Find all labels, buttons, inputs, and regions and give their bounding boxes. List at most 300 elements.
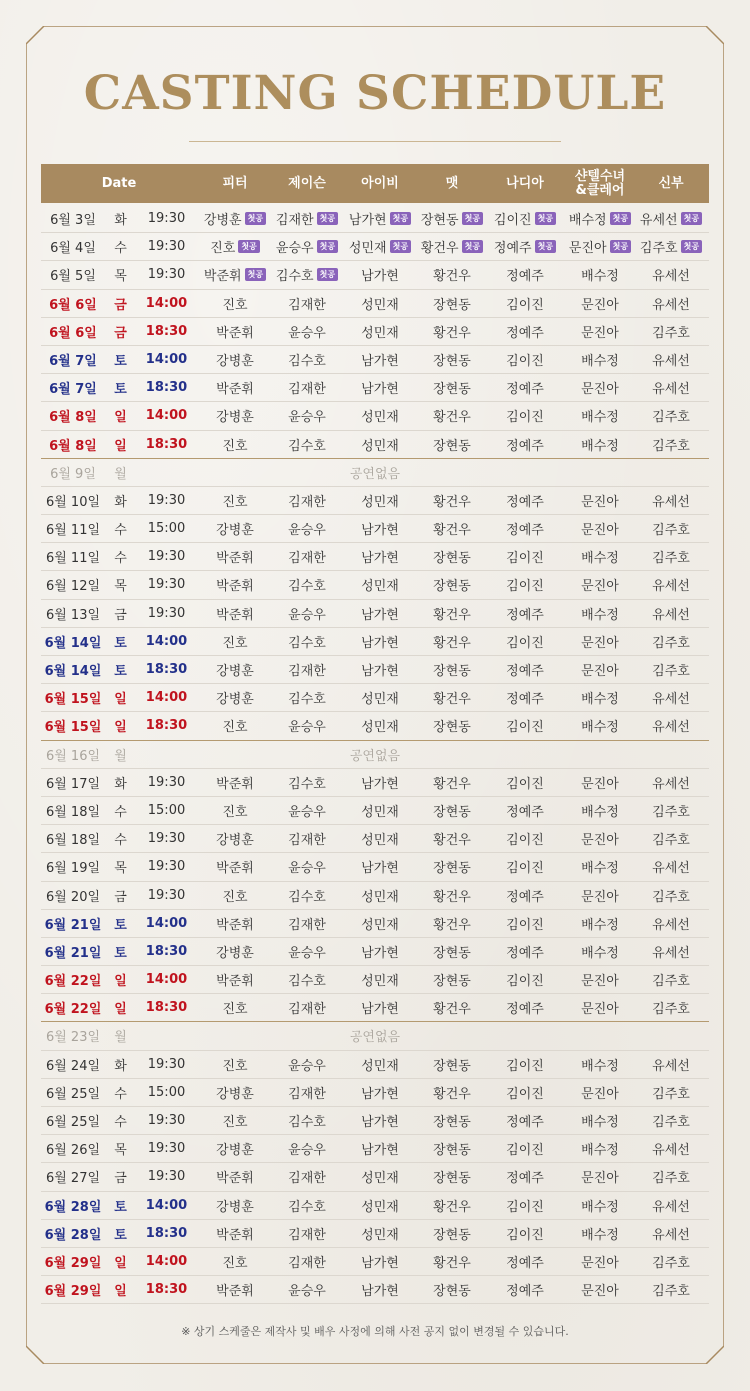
row-date: 6월 21일	[44, 945, 102, 961]
cast-name: 남가현	[361, 523, 399, 539]
cast-name: 김수호	[288, 776, 326, 792]
cast-name: 김주호	[652, 635, 690, 651]
row-date: 6월 22일	[44, 1002, 102, 1018]
cast-cell	[202, 1135, 268, 1162]
table-row	[41, 571, 709, 599]
cast-cell	[202, 966, 268, 993]
table-row	[41, 1107, 709, 1135]
cast-cell	[274, 628, 340, 655]
row-date: 6월 29일	[44, 1284, 102, 1300]
cast-cell	[274, 543, 340, 570]
cast-cell	[638, 966, 704, 993]
row-day: 화	[114, 1058, 127, 1074]
cast-name: 김수호	[288, 438, 326, 454]
cast-cell	[347, 1220, 413, 1247]
cast-name: 황건우	[433, 325, 471, 341]
cast-cell	[562, 233, 638, 260]
cast-cell	[492, 1135, 558, 1162]
cast-name: 김재한	[288, 494, 326, 510]
cast-name: 배수정	[581, 917, 619, 933]
cast-cell	[638, 1248, 704, 1275]
cast-cell	[274, 205, 340, 232]
cast-name: 유세선	[652, 720, 690, 736]
cast-cell	[419, 853, 485, 880]
cast-cell	[492, 853, 558, 880]
cast-cell	[562, 994, 638, 1021]
cast-name: 박준휘	[216, 551, 254, 567]
cast-name: 강병훈	[216, 833, 254, 849]
cast-name: 김주호	[652, 889, 690, 905]
cast-name: 남가현	[361, 551, 399, 567]
cast-cell	[562, 402, 638, 429]
cast-name: 김이진	[506, 861, 544, 877]
cast-name: 김이진	[506, 1227, 544, 1243]
cast-cell	[492, 261, 558, 288]
cast-cell	[562, 1276, 638, 1303]
cast-cell	[562, 853, 638, 880]
cast-name: 정예주	[506, 1002, 544, 1018]
row-date: 6월 15일	[44, 692, 102, 708]
table-row	[41, 402, 709, 430]
header-matt: 맷	[445, 175, 459, 191]
cast-cell	[492, 205, 558, 232]
cast-name: 유세선	[652, 917, 690, 933]
row-day: 일	[114, 974, 127, 990]
cast-name: 진호	[222, 494, 248, 510]
cast-name: 문진아	[581, 1002, 619, 1018]
cast-cell	[274, 1248, 340, 1275]
cast-name: 성민재	[361, 1171, 399, 1187]
cast-cell	[638, 1079, 704, 1106]
row-date: 6월 24일	[45, 1058, 101, 1074]
cast-cell	[492, 402, 558, 429]
no-show-label: 공연없음	[349, 466, 401, 482]
cast-cell	[492, 656, 558, 683]
cast-name: 정예주	[506, 607, 544, 623]
cast-cell	[347, 769, 413, 796]
cast-name: 정예주	[506, 269, 544, 285]
cast-cell	[274, 684, 340, 711]
cast-name: 유세선	[652, 776, 690, 792]
row-date: 6월 28일	[44, 1199, 102, 1215]
row-date: 6월 28일	[44, 1227, 102, 1243]
cast-name: 김이진	[493, 213, 532, 228]
cast-cell	[202, 205, 268, 232]
row-date: 6월 3일	[50, 213, 96, 228]
cast-cell	[562, 1220, 638, 1247]
row-day: 금	[114, 325, 127, 341]
cast-name: 남가현	[361, 1284, 399, 1300]
cast-name: 김재한	[288, 1002, 326, 1018]
row-day: 일	[114, 410, 127, 426]
cast-name: 정예주	[506, 889, 544, 905]
cast-name: 황건우	[420, 241, 459, 257]
cast-name: 배수정	[581, 1115, 619, 1130]
cast-name: 김이진	[506, 974, 544, 990]
cast-name: 문진아	[581, 889, 619, 905]
row-time: 18:30	[145, 1000, 188, 1016]
cast-name: 장현동	[433, 438, 471, 454]
cast-name: 박준휘	[216, 1171, 254, 1187]
cast-cell	[562, 882, 638, 909]
cast-cell	[274, 853, 340, 880]
cast-name: 강병훈	[216, 353, 254, 369]
cast-name: 문진아	[581, 974, 619, 990]
row-day: 수	[114, 804, 127, 820]
cast-name: 남가현	[361, 607, 399, 623]
cast-cell	[202, 402, 268, 429]
cast-cell	[274, 600, 340, 627]
cast-cell	[202, 571, 268, 598]
row-time: 14:00	[145, 295, 188, 311]
row-time: 14:00	[145, 351, 188, 367]
cast-cell	[419, 543, 485, 570]
cast-name: 황건우	[433, 889, 471, 905]
row-date: 6월 7일	[49, 353, 97, 369]
row-time: 18:30	[145, 718, 188, 734]
title-divider	[189, 141, 561, 142]
cast-name: 성민재	[361, 692, 399, 708]
cast-cell	[419, 1220, 485, 1247]
row-day: 수	[114, 523, 127, 539]
cast-cell	[274, 374, 340, 401]
row-date: 6월 22일	[44, 974, 102, 990]
cast-name: 윤승우	[288, 607, 326, 623]
cast-name: 김주호	[639, 241, 678, 257]
header-sister-line2: &클레어	[575, 182, 625, 198]
footnote: ※ 상기 스케줄은 제작사 및 배우 사정에 의해 사전 공지 없이 변경될 수 있습니다.	[181, 1325, 569, 1338]
table-row	[41, 1276, 709, 1304]
cast-name: 윤승우	[288, 861, 326, 877]
cast-cell	[638, 600, 704, 627]
row-time: 19:30	[147, 774, 186, 790]
row-time: 15:00	[147, 802, 186, 818]
cast-name: 장현동	[433, 1115, 471, 1130]
cast-name: 남가현	[348, 213, 387, 228]
cast-name: 유세선	[652, 861, 690, 877]
cast-cell	[562, 318, 638, 345]
row-day: 토	[114, 353, 127, 369]
cast-cell	[202, 684, 268, 711]
cast-name: 문진아	[581, 523, 619, 539]
cast-cell	[202, 233, 268, 260]
row-time: 19:30	[147, 267, 186, 283]
row-time: 18:30	[145, 1225, 188, 1241]
cast-name: 유세선	[652, 382, 690, 398]
cast-cell	[274, 233, 340, 260]
cast-cell	[202, 1163, 268, 1190]
cast-name: 김재한	[288, 833, 326, 849]
row-day: 토	[114, 382, 127, 398]
cast-name: 문진아	[581, 1086, 619, 1102]
row-time: 14:00	[145, 1253, 188, 1269]
cast-name: 정예주	[506, 1171, 544, 1187]
cast-cell	[347, 628, 413, 655]
cast-cell	[638, 543, 704, 570]
cast-cell	[202, 515, 268, 542]
cast-cell	[347, 825, 413, 852]
cast-cell	[274, 402, 340, 429]
row-time: 18:30	[145, 380, 188, 396]
cast-cell	[562, 684, 638, 711]
cast-cell	[347, 543, 413, 570]
cast-name: 김주호	[652, 804, 690, 820]
cast-cell	[562, 825, 638, 852]
cast-name: 성민재	[361, 833, 399, 849]
cast-name: 장현동	[433, 1058, 471, 1074]
row-date: 6월 6일	[49, 297, 97, 313]
cast-name: 정예주	[506, 325, 544, 341]
cast-name: 박준휘	[216, 861, 254, 877]
cast-name: 김재한	[288, 382, 326, 398]
schedule-table	[41, 205, 709, 1304]
cast-name: 박준휘	[216, 776, 254, 792]
row-time: 19:30	[147, 859, 186, 875]
cast-cell	[274, 882, 340, 909]
cast-name: 정예주	[506, 804, 544, 820]
first-show-badge: 첫공	[390, 212, 411, 225]
cast-name: 남가현	[361, 382, 399, 398]
cast-name: 윤승우	[288, 945, 326, 961]
cast-cell	[347, 797, 413, 824]
cast-name: 성민재	[361, 1227, 399, 1243]
cast-cell	[347, 938, 413, 965]
cast-cell	[347, 656, 413, 683]
row-date: 6월 8일	[49, 410, 97, 426]
row-time: 15:00	[147, 1084, 186, 1100]
cast-name: 남가현	[361, 353, 399, 369]
cast-name: 성민재	[361, 889, 399, 905]
cast-cell	[419, 431, 485, 458]
row-day: 일	[114, 1284, 127, 1300]
cast-name: 황건우	[433, 410, 471, 426]
row-date: 6월 4일	[50, 241, 96, 257]
cast-name: 배수정	[581, 551, 619, 567]
cast-cell	[562, 571, 638, 598]
cast-cell	[202, 910, 268, 937]
cast-cell	[638, 1276, 704, 1303]
cast-name: 황건우	[433, 523, 471, 539]
cast-cell	[274, 261, 340, 288]
table-row	[41, 628, 709, 656]
cast-cell	[202, 543, 268, 570]
cast-name: 김재한	[288, 917, 326, 933]
cast-cell	[638, 712, 704, 739]
cast-name: 윤승우	[288, 523, 326, 539]
cast-cell	[492, 994, 558, 1021]
cast-name: 유세선	[652, 494, 690, 510]
cast-name: 김재한	[288, 664, 326, 679]
cast-name: 배수정	[581, 692, 619, 708]
cast-cell	[274, 318, 340, 345]
cast-name: 성민재	[361, 410, 399, 426]
cast-name: 김주호	[652, 523, 690, 539]
no-show-label: 공연없음	[349, 748, 401, 764]
table-row	[41, 1192, 709, 1220]
row-day: 목	[114, 861, 127, 877]
cast-name: 진호	[222, 1002, 248, 1018]
cast-name: 배수정	[581, 1143, 619, 1159]
cast-cell	[202, 1107, 268, 1134]
cast-cell	[562, 656, 638, 683]
cast-cell	[274, 656, 340, 683]
cast-cell	[202, 994, 268, 1021]
cast-name: 윤승우	[288, 1058, 326, 1074]
cast-name: 김이진	[506, 1058, 544, 1074]
cast-cell	[419, 1079, 485, 1106]
cast-cell	[562, 797, 638, 824]
table-row	[41, 374, 709, 402]
cast-name: 진호	[222, 1115, 248, 1130]
cast-cell	[419, 797, 485, 824]
cast-cell	[638, 684, 704, 711]
row-date: 6월 14일	[44, 635, 102, 651]
cast-name: 김이진	[506, 1086, 544, 1102]
cast-cell	[347, 1079, 413, 1106]
table-row	[41, 290, 709, 318]
cast-name: 유세선	[652, 269, 690, 285]
cast-cell	[638, 346, 704, 373]
cast-name: 유세선	[652, 579, 690, 595]
row-day: 화	[114, 213, 127, 228]
cast-name: 김주호	[652, 1115, 690, 1130]
cast-cell	[347, 515, 413, 542]
cast-cell	[638, 233, 704, 260]
cast-cell	[492, 487, 558, 514]
cast-name: 장현동	[433, 1284, 471, 1300]
cast-cell	[638, 261, 704, 288]
table-row	[41, 318, 709, 346]
row-time: 19:30	[147, 492, 186, 508]
cast-name: 김이진	[506, 297, 544, 313]
cast-name: 배수정	[581, 607, 619, 623]
row-day: 월	[114, 466, 127, 482]
first-show-badge: 첫공	[317, 212, 338, 225]
cast-cell	[492, 543, 558, 570]
cast-cell	[202, 600, 268, 627]
cast-name: 김수호	[288, 579, 326, 595]
cast-name: 김수호	[288, 353, 326, 369]
cast-cell	[347, 994, 413, 1021]
cast-cell	[492, 1248, 558, 1275]
cast-name: 김주호	[652, 1255, 690, 1271]
cast-name: 문진아	[581, 776, 619, 792]
cast-name: 김수호	[288, 1199, 326, 1215]
cast-name: 진호	[222, 438, 248, 454]
cast-name: 김주호	[652, 1002, 690, 1018]
cast-cell	[419, 684, 485, 711]
row-day: 월	[114, 1030, 127, 1046]
header-priest: 신부	[658, 175, 684, 191]
cast-name: 성민재	[361, 720, 399, 736]
cast-cell	[347, 1051, 413, 1078]
cast-cell	[638, 853, 704, 880]
row-day: 금	[114, 1171, 127, 1187]
cast-cell	[347, 684, 413, 711]
cast-name: 강병훈	[216, 1199, 254, 1215]
cast-cell	[492, 1079, 558, 1106]
cast-name: 성민재	[348, 241, 387, 257]
cast-cell	[562, 1107, 638, 1134]
row-day: 수	[114, 1086, 127, 1102]
cast-cell	[202, 487, 268, 514]
row-time: 14:00	[145, 915, 188, 931]
header-peter: 피터	[222, 175, 248, 191]
cast-cell	[638, 769, 704, 796]
cast-name: 김재한	[288, 1086, 326, 1102]
cast-cell	[419, 233, 485, 260]
cast-cell	[202, 628, 268, 655]
cast-name: 김수호	[288, 1115, 326, 1130]
cast-name: 정예주	[506, 523, 544, 539]
cast-cell	[202, 431, 268, 458]
cast-cell	[202, 346, 268, 373]
cast-name: 김이진	[506, 353, 544, 369]
row-day: 월	[114, 748, 127, 764]
cast-name: 장현동	[433, 297, 471, 313]
cast-cell	[562, 1248, 638, 1275]
cast-name: 남가현	[361, 1255, 399, 1271]
table-row	[41, 1079, 709, 1107]
cast-cell	[419, 1248, 485, 1275]
cast-cell	[638, 1107, 704, 1134]
cast-cell	[638, 938, 704, 965]
cast-name: 장현동	[433, 804, 471, 820]
first-show-badge: 첫공	[535, 240, 556, 253]
cast-name: 김이진	[506, 410, 544, 426]
cast-name: 윤승우	[288, 410, 326, 426]
row-date: 6월 23일	[45, 1030, 101, 1046]
page-title: CASTING SCHEDULE	[83, 66, 667, 121]
row-time: 19:30	[147, 211, 186, 226]
cast-name: 황건우	[433, 1086, 471, 1102]
cast-cell	[419, 1163, 485, 1190]
cast-name: 문진아	[581, 579, 619, 595]
cast-name: 황건우	[433, 494, 471, 510]
cast-name: 김수호	[288, 889, 326, 905]
cast-name: 문진아	[581, 1171, 619, 1187]
cast-cell	[562, 600, 638, 627]
cast-cell	[274, 769, 340, 796]
cast-cell	[202, 261, 268, 288]
cast-cell	[492, 1107, 558, 1134]
cast-cell	[202, 712, 268, 739]
cast-name: 장현동	[433, 720, 471, 736]
table-row	[41, 938, 709, 966]
row-day: 금	[114, 889, 127, 905]
cast-cell	[638, 290, 704, 317]
cast-name: 강병훈	[216, 1143, 254, 1159]
cast-name: 김주호	[652, 438, 690, 454]
cast-name: 남가현	[361, 1002, 399, 1018]
cast-name: 김재한	[288, 1255, 326, 1271]
cast-name: 황건우	[433, 635, 471, 651]
first-show-badge: 첫공	[245, 268, 266, 281]
cast-name: 김이진	[506, 635, 544, 651]
cast-cell	[274, 1220, 340, 1247]
cast-cell	[562, 1079, 638, 1106]
cast-name: 장현동	[433, 353, 471, 369]
cast-name: 문진아	[568, 241, 607, 257]
row-day: 토	[114, 917, 127, 933]
row-date: 6월 9일	[50, 466, 96, 482]
cast-cell	[274, 938, 340, 965]
row-time: 18:30	[145, 1282, 188, 1298]
row-date: 6월 5일	[50, 269, 96, 285]
cast-cell	[638, 205, 704, 232]
row-time: 19:30	[147, 1141, 186, 1157]
cast-name: 강병훈	[216, 523, 254, 539]
